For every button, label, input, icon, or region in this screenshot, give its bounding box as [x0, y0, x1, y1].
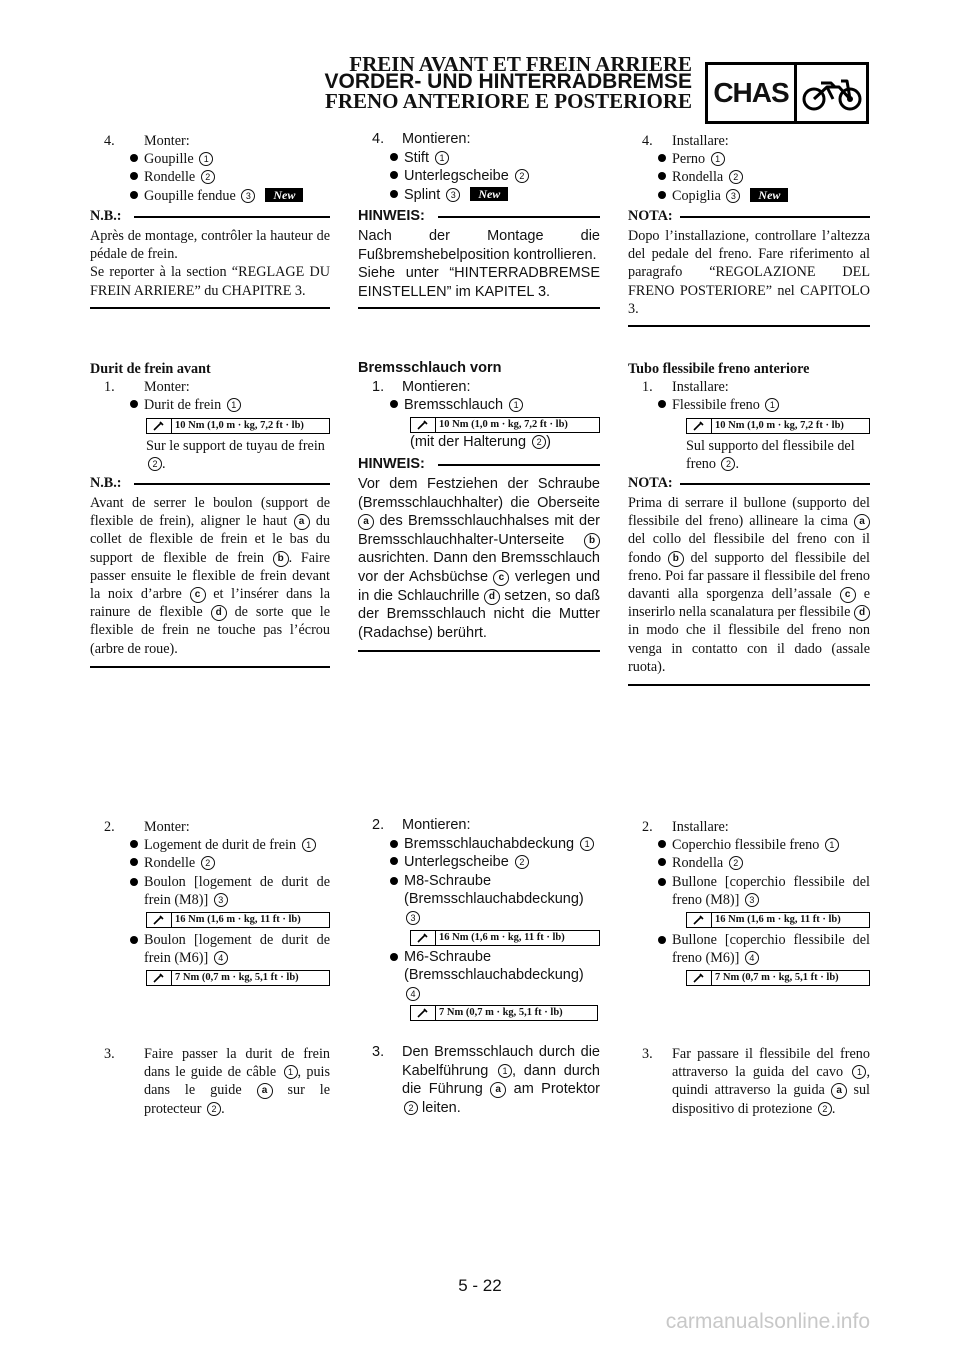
item-note: Sur le support de tuyau de frein — [146, 437, 325, 454]
step-title: Installare: — [672, 819, 729, 835]
item-label: Stift — [404, 149, 429, 166]
torque-spec — [686, 912, 870, 928]
callout-3: 3 — [446, 188, 460, 202]
item-note: (mit der Halterung — [410, 433, 527, 450]
callout-1: 1 — [435, 151, 449, 165]
callout-2: 2 — [201, 170, 215, 184]
callout-1: 1 — [765, 398, 779, 412]
step-title: Montieren: — [402, 131, 471, 147]
callout-d: d — [211, 605, 227, 621]
item-label: Bremsschlauch — [404, 397, 504, 414]
note-label: NOTA: — [628, 475, 673, 491]
torque-value: 7 Nm (0,7 m · kg, 5,1 ft · lb) — [715, 972, 839, 984]
de-front-hose: Bremsschlauch vorn 1. Montieren: Bremsschlauch 1 10 Nm (1,0 m · kg, 7,2 ft · lb) (mit der Halterung 2 ) — [358, 359, 600, 451]
torque-spec — [146, 912, 330, 928]
bullet-icon — [390, 400, 398, 408]
note-divider — [90, 666, 330, 668]
torque-spec — [410, 417, 600, 433]
callout-2: 2 — [515, 855, 529, 869]
step-title: Montieren: — [402, 378, 471, 395]
it-note1 — [628, 207, 870, 327]
de-step2 — [358, 816, 600, 1021]
torque-value: 16 Nm (1,6 m · kg, 11 ft · lb) — [439, 931, 565, 943]
torque-spec — [146, 970, 330, 986]
bullet-icon — [390, 190, 398, 198]
fr-front-hose: Durit de frein avant 1. Monter: Durit de frein 1 10 Nm (1,0 m · kg, 7,2 ft · lb) Sur le support de tuyau de frein 2 . — [90, 360, 330, 473]
callout-3: 3 — [214, 893, 228, 907]
note-label: HINWEIS: — [358, 208, 425, 224]
note-text: Dopo l’installazione, controllare l’altezza del pedale del freno. Fare riferimento al paragrafo “REGOLAZIONE DEL FRENO POSTERIORE” nel CAPITOLO 3. — [628, 228, 870, 317]
step-number: 2. — [372, 817, 385, 833]
item-label: Goupille fendue — [144, 187, 236, 204]
step-number: 4. — [642, 133, 653, 149]
de-note1 — [358, 207, 600, 309]
note-heading — [90, 207, 330, 225]
section-heading: Tubo flessibile freno anteriore — [628, 361, 810, 377]
step-number: 2. — [642, 819, 653, 835]
torque-spec — [410, 930, 600, 946]
item-label: Unterlegscheibe — [404, 168, 509, 185]
step-text: Faire passer la durit de frein dans le guide de câble 1 , puis dans le guide a sur le protecteur 2 . — [144, 1046, 331, 1117]
note-heading — [90, 474, 330, 492]
torque-value: 7 Nm (0,7 m · kg, 5,1 ft · lb) — [175, 972, 299, 984]
motorcycle-icon — [797, 65, 866, 121]
note-heading — [358, 455, 600, 473]
item-label: Flessibile freno — [672, 397, 760, 414]
header-title-fr: FREIN AVANT ET FREIN ARRIERE — [349, 52, 692, 76]
fr-step4 — [90, 132, 330, 205]
bullet-icon — [658, 191, 666, 199]
bullet-icon — [130, 840, 138, 848]
item-label: Rondelle — [144, 855, 196, 872]
step-number: 4. — [104, 133, 115, 149]
bullet-icon — [390, 840, 398, 848]
item-label: Rondella — [672, 169, 724, 186]
bullet-icon — [658, 400, 666, 408]
item-label: Rondella — [672, 855, 724, 872]
step-number: 3. — [104, 1046, 115, 1062]
fr-step3 — [90, 1045, 330, 1118]
bullet-icon — [390, 857, 398, 865]
step-text: Far passare il flessibile del freno attraverso la guida del cavo 1 , quindi attraverso la guida a sul dispositivo di protezione 2 . — [672, 1046, 870, 1117]
bullet-icon — [130, 878, 138, 886]
callout-2: 2 — [721, 457, 735, 471]
wrench-icon — [411, 418, 436, 432]
bullet-icon — [658, 878, 666, 886]
item-label: Splint — [404, 186, 441, 203]
bullet-icon — [390, 877, 398, 885]
note-label: HINWEIS: — [358, 456, 425, 472]
callout-1: 1 — [580, 837, 594, 851]
callout-2: 2 — [515, 169, 529, 183]
callout-b: b — [273, 551, 289, 567]
callout-1: 1 — [227, 398, 241, 412]
wrench-icon — [687, 419, 712, 433]
callout-3: 3 — [241, 189, 255, 203]
note-text: Après de montage, contrôler la hauteur de pédale de frein. — [90, 228, 330, 263]
note-text: Se reporter à la section “REGLAGE DU FREIN ARRIERE” du CHAPITRE 3. — [90, 264, 330, 299]
bullet-icon — [658, 936, 666, 944]
callout-2: 2 — [201, 856, 215, 870]
note-divider — [628, 684, 870, 686]
note-text: Avant de serrer le boulon (support de flexible de frein), aligner le haut a du collet de flexible de frein et le bas du support de flexible de frein b . Faire passer ensuite le flexible de frein devant la noix d’arbre c et l’insérer dans la rainure de flexible d de sorte que le flexible de frein ne touche pas l’écrou (arbre de roue). — [90, 495, 331, 657]
item-label: Coperchio flessibile freno — [672, 837, 820, 854]
new-badge: New — [470, 187, 508, 201]
it-note2 — [628, 474, 870, 686]
note-text: Vor dem Festziehen der Schraube (Bremsschlauchhalter) die Oberseite a des Bremsschlauchhalses mit der Bremsschlauchhalter-Unterseite b ausrichten. Dann den Bremsschlauch vor der Achsbüchse c verlegen und in die Schlauchrille d setzen, so daß der Bremsschlauch nicht die Mutter (Radachse) berührt. — [358, 476, 601, 641]
item-label: Boulon [logement de durit de frein (M8)] — [144, 873, 330, 908]
callout-2: 2 — [729, 856, 743, 870]
note-text: Prima di serrare il bullone (supporto del flessibile del freno) allineare la cima a del collo del flessibile del freno con il fondo b del supporto del flessibile del freno. Poi far passare il flessibile del freno davanti alla sporgenza dell’assale c e inserirlo nella scanalatura per flessibile d in modo che il flessibile del freno non venga in contatto con il dado (assale ruota). — [628, 495, 870, 675]
item-label: Bremsschlauchabdeckung — [404, 835, 575, 852]
bullet-icon — [130, 154, 138, 162]
step-number: 1. — [642, 379, 653, 396]
new-badge: New — [750, 188, 788, 202]
bullet-icon — [658, 172, 666, 180]
bullet-icon — [390, 953, 398, 961]
note-divider — [358, 650, 600, 652]
item-label: Goupille — [144, 151, 194, 168]
item-label: Boulon [logement de durit de frein (M6)] — [144, 932, 330, 967]
callout-2: 2 — [532, 435, 546, 449]
item-label: Rondelle — [144, 169, 196, 186]
de-note2 — [358, 455, 600, 652]
item-label: Perno — [672, 151, 706, 168]
footer-watermark[interactable]: carmanualsonline.info — [665, 1310, 870, 1333]
wrench-icon — [411, 1006, 436, 1020]
it-step3 — [628, 1045, 870, 1118]
wrench-icon — [687, 913, 712, 927]
item-label: Unterlegscheibe — [404, 854, 509, 871]
de-step3 — [358, 1043, 600, 1117]
step-number: 3. — [642, 1046, 653, 1062]
bullet-icon — [658, 154, 666, 162]
bullet-icon — [130, 172, 138, 180]
callout-4: 4 — [214, 951, 228, 965]
item-label: Durit de frein — [144, 397, 222, 414]
section-heading: Bremsschlauch vorn — [358, 360, 502, 376]
step-text: Den Bremsschlauch durch die Kabelführung 1 , dann durch die Führung a am Protektor 2 leiten. — [402, 1044, 601, 1116]
callout-3: 3 — [406, 911, 420, 925]
de-step4 — [358, 130, 600, 204]
callout-3: 3 — [726, 189, 740, 203]
note-heading — [628, 474, 870, 492]
item-note: Sul supporto del flessibile del freno — [686, 437, 855, 472]
callout-a: a — [294, 514, 310, 530]
step-title: Installare: — [672, 133, 729, 149]
page-number: 5 - 22 — [458, 1276, 502, 1295]
bullet-icon — [390, 153, 398, 161]
item-label: Bullone [coperchio flessibile del freno (M6)] — [672, 932, 870, 967]
torque-value: 16 Nm (1,6 m · kg, 11 ft · lb) — [715, 914, 841, 926]
callout-4: 4 — [745, 951, 759, 965]
torque-value: 7 Nm (0,7 m · kg, 5,1 ft · lb) — [439, 1007, 563, 1019]
torque-value: 16 Nm (1,6 m · kg, 11 ft · lb) — [175, 914, 301, 926]
it-step2 — [628, 818, 870, 986]
bullet-icon — [130, 191, 138, 199]
note-heading — [358, 207, 600, 225]
note-text: Nach der Montage die Fußbremshebelposition kontrollieren. — [358, 228, 600, 263]
callout-1: 1 — [199, 152, 213, 166]
step-title: Installare: — [672, 379, 729, 396]
bullet-icon — [658, 858, 666, 866]
wrench-icon — [147, 419, 172, 433]
wrench-icon — [147, 971, 172, 985]
torque-spec — [686, 970, 870, 986]
note-label: NOTA: — [628, 208, 673, 224]
item-label: M6-Schraube (Bremsschlauchabdeckung) — [404, 948, 584, 984]
step-number: 4. — [372, 131, 385, 147]
bullet-icon — [130, 936, 138, 944]
note-divider — [628, 325, 870, 327]
section-code: CHAS — [708, 65, 797, 121]
note-label: N.B.: — [90, 208, 122, 224]
callout-1: 1 — [302, 838, 316, 852]
step-title: Monter: — [144, 819, 190, 835]
callout-2: 2 — [148, 457, 162, 471]
note-heading — [628, 207, 870, 225]
step-number: 1. — [372, 378, 385, 395]
header-title-it: FRENO ANTERIORE E POSTERIORE — [325, 89, 692, 113]
callout-c: c — [190, 587, 206, 603]
item-label: M8-Schraube (Bremsschlauchabdeckung) — [404, 872, 584, 908]
section-badge — [705, 62, 869, 124]
step-title: Monter: — [144, 379, 190, 396]
wrench-icon — [147, 913, 172, 927]
step-number: 1. — [104, 379, 115, 396]
note-label: N.B.: — [90, 475, 122, 491]
it-step4 — [628, 132, 870, 205]
step-title: Monter: — [144, 133, 190, 149]
callout-2: 2 — [729, 170, 743, 184]
callout-1: 1 — [825, 838, 839, 852]
note-text: Siehe unter “HINTERRADBREMSE EINSTELLEN” im KAPITEL 3. — [358, 265, 600, 300]
wrench-icon — [411, 931, 436, 945]
torque-value: 10 Nm (1,0 m · kg, 7,2 ft · lb) — [175, 419, 304, 431]
it-front-hose: Tubo flessibile freno anteriore 1. Installare: Flessibile freno 1 10 Nm (1,0 m · kg, 7,2 ft · lb) Sul supporto del flessibile del freno 2 . — [628, 360, 870, 473]
fr-note2 — [90, 474, 330, 668]
fr-step2 — [90, 818, 330, 986]
bullet-icon — [130, 400, 138, 408]
header-title-de: VORDER- UND HINTERRADBREMSE — [324, 70, 692, 93]
callout-1: 1 — [711, 152, 725, 166]
bullet-icon — [130, 858, 138, 866]
bullet-icon — [390, 171, 398, 179]
torque-value: 10 Nm (1,0 m · kg, 7,2 ft · lb) — [715, 419, 844, 431]
torque-value: 10 Nm (1,0 m · kg, 7,2 ft · lb) — [439, 418, 568, 430]
wrench-icon — [687, 971, 712, 985]
section-heading: Durit de frein avant — [90, 361, 211, 377]
new-badge: New — [265, 188, 303, 202]
item-label: Logement de durit de frein — [144, 837, 297, 854]
torque-spec — [146, 418, 330, 434]
torque-spec — [686, 418, 870, 434]
callout-4: 4 — [406, 987, 420, 1001]
note-divider — [90, 307, 330, 309]
callout-1: 1 — [509, 398, 523, 412]
bullet-icon — [658, 840, 666, 848]
item-label: Copiglia — [672, 187, 721, 204]
note-divider — [358, 307, 600, 309]
step-number: 2. — [104, 819, 115, 835]
step-title: Montieren: — [402, 817, 471, 833]
callout-3: 3 — [745, 893, 759, 907]
torque-spec — [410, 1005, 598, 1021]
fr-note1 — [90, 207, 330, 309]
item-label: Bullone [coperchio flessibile del freno (M8)] — [672, 873, 870, 908]
step-number: 3. — [372, 1044, 385, 1060]
